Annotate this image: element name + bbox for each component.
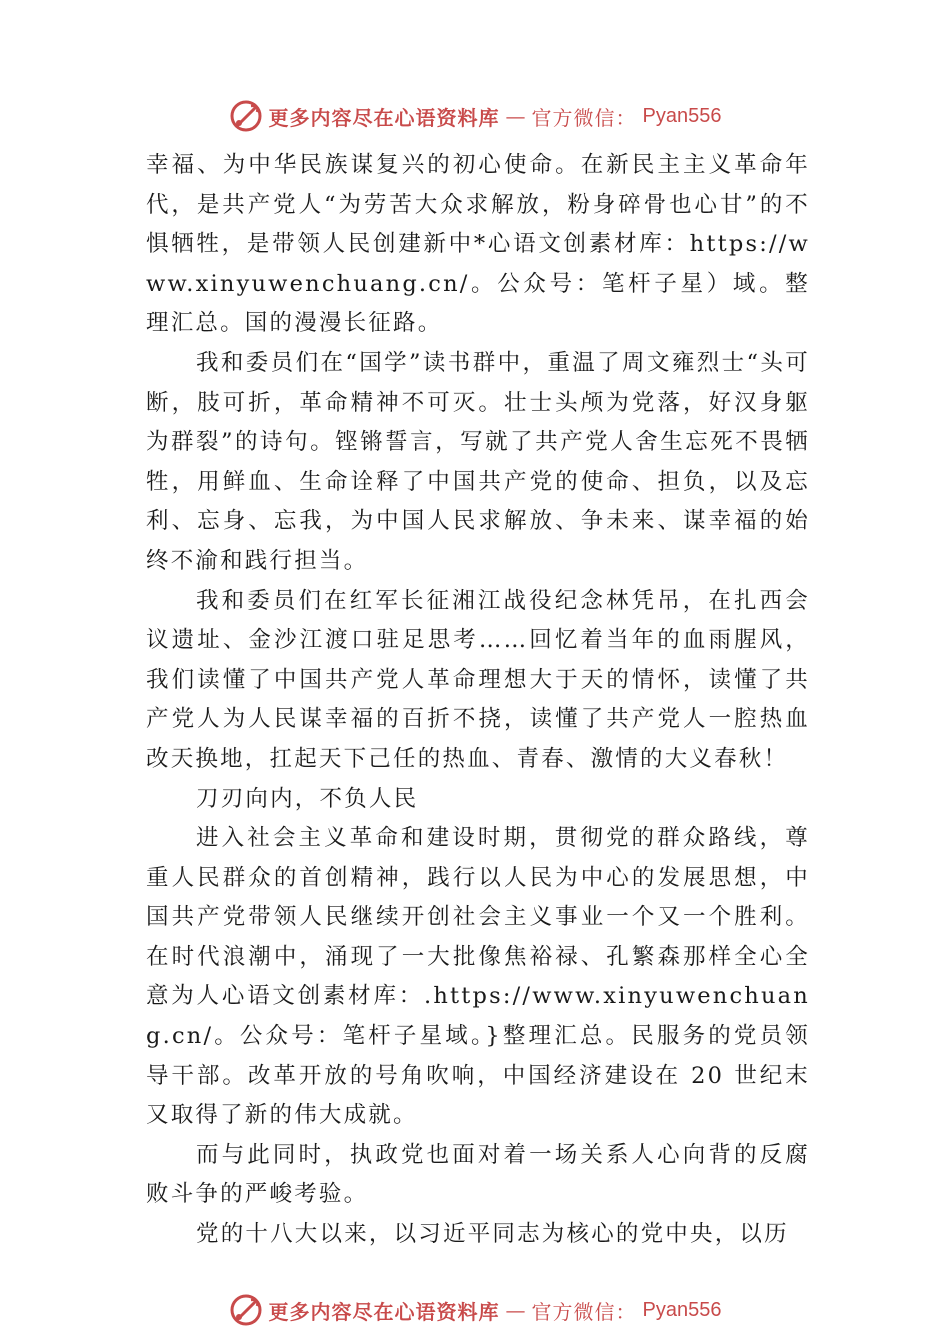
paragraph: 而与此同时，执政党也面对着一场关系人心向背的反腐败斗争的严峻考验。 — [146, 1141, 810, 1208]
brush-logo-icon — [229, 99, 263, 133]
banner-brand-text: 更多内容尽在心语资料库 — [268, 105, 500, 130]
banner-separator: — — [505, 104, 526, 128]
paragraph: 我和委员们在红军长征湘江战役纪念林凭吊，在扎西会议遗址、金沙江渡口驻足思考……回忆着当年的血雨腥风， 我们读懂了中国共产党人革命理想大于天的情怀，读懂了共产党人为人民谋幸福的百折不挠，读懂了共产党人一腔热血改天换地，扛起天下己任的热血、青春、激情的大义春秋！ — [146, 587, 810, 772]
banner-wechat-label: 官方微信： — [531, 105, 637, 130]
banner-wechat-id: Pyan556 — [642, 104, 722, 127]
footer-banner — [0, 1290, 950, 1330]
header-banner — [0, 96, 950, 136]
paragraph: 我和委员们在“国学”读书群中，重温了周文雍烈士“头可断，肢可折，革命精神不可灭。壮士头颅为党落，好汉身躯为群裂”的诗句。铿锵誓言，写就了共产党人舍生忘死不畏牺牲，用鲜血、生命诠释了中国共产党的使命、担负，以及忘利、忘身、忘我，为中国人民求解放、争未来、谋幸福的始终不渝和践行担当。 — [146, 349, 810, 574]
paragraph: 进入社会主义革命和建设时期，贯彻党的群众路线，尊重人民群众的首创精神，践行以人民为中心的发展思想，中国共产党带领人民继续开创社会主义事业一个又一个胜利。在时代浪潮中，涌现了一大批像焦裕禄、孔繁森那样全心全意为人心语文创素材库：.https://www.xinyuwenchuang.cn/。公众号：笔杆子星域。}整理汇总。民服务的党员领导干部。改革开放的号角吹响，中国经济建设在 20 世纪末又取得了新的伟大成就。 — [146, 825, 810, 1129]
banner-wechat-id: Pyan556 — [642, 1298, 722, 1321]
section-heading: 刀刃向内，不负人民 — [196, 785, 419, 812]
banner-wechat-label: 官方微信： — [531, 1299, 637, 1324]
document-body — [146, 146, 810, 1255]
paragraph: 党的十八大以来，以习近平同志为核心的党中央，以历 — [196, 1221, 789, 1248]
brush-logo-icon — [229, 1293, 263, 1327]
banner-brand-text: 更多内容尽在心语资料库 — [268, 1299, 500, 1324]
banner-separator: — — [505, 1298, 526, 1322]
paragraph-continued: 幸福、为中华民族谋复兴的初心使命。在新民主主义革命年代，是共产党人“为劳苦大众求解放，粉身碎骨也心甘”的不惧牺牲，是带领人民创建新中*心语文创素材库：https://www.xinyuwenchuang.cn/。公众号：笔杆子星）域。整理汇总。国的漫漫长征路。 — [146, 152, 810, 337]
